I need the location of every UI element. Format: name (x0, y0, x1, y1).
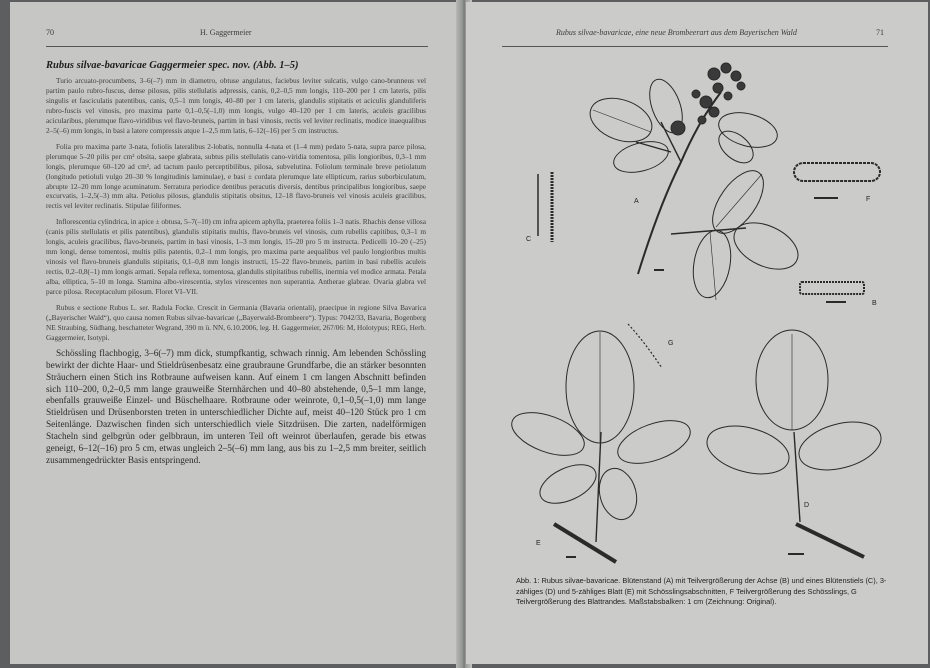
label-a: A (634, 198, 639, 205)
running-head-right: Rubus silvae-bavaricae, eine neue Brombeerart aus dem Bayerischen Wald (556, 28, 797, 37)
figure-a-inflorescence (584, 63, 805, 301)
paragraph-schoessling: Schössling flachbogig, 3–6(–7) mm dick, stumpfkantig, schwach rinnig. Am lebenden Schössling bewirkt der dichte Haar- und Stieldrüsenbesatz eine graubraune Grundfarbe, die an stärker besonnten Sträuchern einen Stich ins Rotbraune aufweisen kann. Auf einem 1 cm langen Abschnitt befinden sich 110–200, 0,2–0,5 mm lange grauweiße Sternhärchen und 40–80 abstehende, 0,5–1 mm lange, ebenfalls grauweiße Einzel- und Büschelhaare. Rotbraune oder weinrote, 0,1–0,5(–1,0) mm lange Stieldrüsen und Drüsenborsten treten in unterschiedlicher Dichte auf, meist 40–120 Stück pro 1 cm Seitenlänge. Dazwischen finden sich unterschiedlich viele Sitzdrüsen. Die zarten, nadelförmigen Stacheln sind gelbgrün oder gelbbraun, im unteren Teil oft weinrot überlaufen, gerade bis etwas geneigt, 6–12(–16) pro 5 cm, etwas ungleich 2–5(–6) mm lang, aus bis zu 1–2,5 mm breiter, seitlich zusammengedrückter Basis entspringend. (46, 348, 426, 466)
page-number-right: 71 (876, 28, 884, 37)
figure-c-pedicel (538, 172, 552, 242)
label-c: C (526, 236, 532, 243)
left-page (10, 2, 462, 664)
figure-d-leaf (702, 330, 887, 557)
right-page (466, 2, 928, 664)
paragraph-folia: Folia pro maxima parte 3-nata, foliolis lateralibus 2-lobatis, nonnulla 4-nata et (1–4 mm) pedato 5-nata, supra parce pilosa, plerumque 5–20 pilis per cm² obsita, saepe glabrata, subtus pilis stellulatis cano-viridia tomentosa, pilis longioribus, 0,3–1 mm longis, plerumque 60–120 ad cm², ad tactum paulo perceptibilibus, pilosa, subvelutina. Foliolum terminale breve petiolatum (longitudo petioluli vulgo 20–30 % longitudinis laminulae), e basi ± cordata plerumque late ellipticum, rarius suborbiculatum, abrupte 12–20 mm longe acuminatum. Serratura periodice dentibus peracutis diversis, dentibus principalibus longioribus, saepe excurvatis, 1–2,5(–3) mm alta. Petiolus pilosus, glandulis stipitatis obsitus, 12–18 flavo-bruneis vel vinosis aculeis gracilibus, rectis vel leviter reclinatis. Stipulae filiformes. (46, 141, 426, 211)
paragraph-typus: Rubus e sectione Rubus L. ser. Radula Focke. Crescit in Germania (Bavaria orientali), praecipue in regione Silva Bavarica („Bayerischer Wald“), quo causa nomen Rubus silvae-bavaricae („Bayerwald-Brombeere“). Typus: 7042/33, Bavaria, Bogenberg NE Straubing, Südhang, beschatteter Wegrand, 390 m ü. NN, 6.10.2006, leg. H. Gaggermeier, 267/06: M, Holotypus; REG, Herb. Gaggermeier, Isotypi. (46, 303, 426, 342)
label-d: D (804, 502, 810, 509)
label-g: G (668, 340, 674, 347)
figure-e-leaf (506, 331, 696, 562)
page-number-left: 70 (46, 28, 54, 37)
latin-description (46, 76, 426, 474)
label-b: B (872, 300, 877, 307)
running-head-left: H. Gaggermeier (200, 28, 252, 37)
label-e: E (536, 540, 541, 547)
species-title: Rubus silvae-bavaricae Gaggermeier spec. nov. (Abb. 1–5) (46, 60, 299, 71)
figure-f-stem (794, 163, 880, 198)
figure-caption: Abb. 1: Rubus silvae-bavaricae. Blütenstand (A) mit Teilvergrößerung der Achse (B) und eines Blütenstiels (C), 3-zähliges (D) und 5-zähliges Blatt (E) mit Schösslingsabschnitten, F Teilvergrößerung des Schösslings, G Teilvergrößerung des Blattrandes. Maßstabsbalken: 1 cm (Zeichnung: Original). (516, 576, 887, 606)
botanical-illustration (466, 2, 928, 572)
paragraph-inflorescentia: Inflorescentia cylindrica, in apice ± obtusa, 5–7(–10) cm infra apicem aphylla, praeterea foliis 1–3 natis. Rhachis dense villosa (canis pilis stellulatis et pilis patentibus), glandulis stipitatis multis, flavo-bruneis vel vinosis, cum rubellis capitibus, 0,3–1 m longis, aculeis gracilibus, flavo-bruneis, partim in basi vinosis, 1–3 mm longis, 15–20 pro 5 m instructa. Pedicelli 10–20 (–25) mm longi, dense tomentosi, multis pilis patentis, 0,2–1 mm longis, pro maxima parte aequalibus vel paulo longioribus multis vinosis vel flavo-bruneis glandulis stipitatis, 0,1–0,8 mm longis instructi, 15–22 flavo-bruneis, partim in basi rubellis aculeis rectis, 0,2–0,8(–1) mm longis armati. Sepala reflexa, tomentosa, glandulis stipitatibus rubellis, inermia vel modice armata. Petala alba, elliptica, 5–10 m longa. Stamina albo-virescentia, stylos virescentes non superantia. Antherae glabrae. Ovaria glabra vel parce pilosa. Receptaculum pilosum. Floret VI–VII. (46, 217, 426, 297)
paragraph-turio: Turio arcuato-procumbens, 3–6(–7) mm in diametro, obtuse angulatus, faciebus leviter sulcatis, vulgo cano-brunneus vel partim paulo rubro-fuscus, dense pilosus, pilis stellulatis adpressis, canis, 0,2–0,5 mm longis, 110–200 per 1 cm lateris, pilis singulis et fasciculatis patentibus, canis, 0,5–1 mm longis, 40–80 per 1 cm lateris, glandulis stipitatis et aciculis glanduliferis rubro-fuscis vel vinosis, pro maxima parte 0,1–0,5(–1,0) mm longis, vulgo 40–120 per 1 cm lateris, aculeis gracilibus acicularibus, plerumque flavo-viridibus vel flavo-bruneis, partim in basi vinosis, rectis vel leviter reclinatis, modice inaequalibus 2–5(–6) mm longis, in basi a latere compressis atque 1–2,5 mm latis, 6–12(–16) per 5 cm instructus. (46, 76, 426, 135)
figure-b-axis (800, 282, 864, 302)
header-rule (46, 46, 428, 47)
label-f: F (866, 196, 871, 203)
figure-g-margin (628, 324, 662, 368)
